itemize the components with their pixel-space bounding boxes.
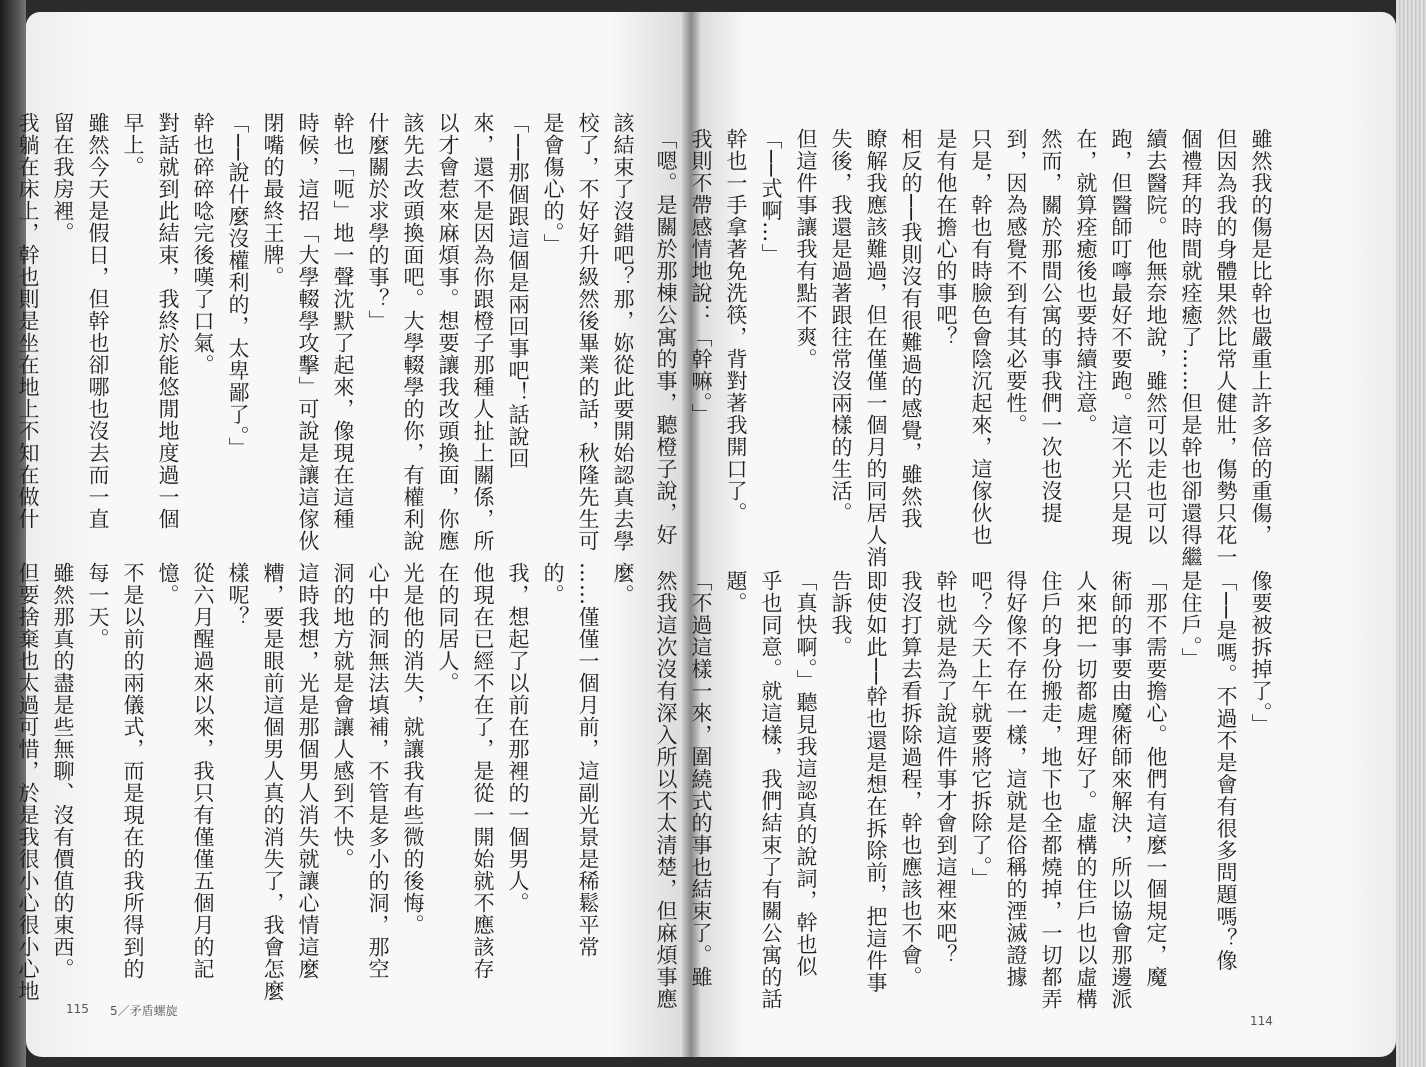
text-column: 吧？今天上午就要將它拆除了。」 xyxy=(969,570,993,890)
text-column: 只是，幹也有時臉色會陰沉起來，這傢伙也 xyxy=(969,128,993,546)
text-column: 幹也就是為了說這件事才會到這裡來吧？ xyxy=(934,570,958,966)
text-column: 校了，不好好升級然後畢業的話，秋隆先生可 xyxy=(576,112,600,552)
text-column: 但要捨棄也太過可惜，於是我很小心很小心地 xyxy=(16,562,40,1002)
text-column: 來，還不是因為你跟橙子那種人扯上關係，所 xyxy=(471,112,495,552)
text-column: 閉嘴的最終王牌。 xyxy=(261,112,285,288)
text-column: 續去醫院。他無奈地說，雖然可以走也可以 xyxy=(1144,128,1168,546)
text-column: 然我這次沒有深入所以不太清楚，但麻煩事應 xyxy=(654,570,678,1010)
text-column: 「──說什麼沒權利的，太卑鄙了。」 xyxy=(226,112,250,459)
text-column: 「真快啊。」聽見我這認真的說詞，幹也似 xyxy=(794,570,818,978)
text-column: 告訴我。 xyxy=(829,570,853,658)
text-column: 然而，關於那間公寓的事我們一次也沒提 xyxy=(1039,128,1063,524)
text-column: 即使如此──幹也還是想在拆除前，把這件事 xyxy=(864,570,888,994)
text-column: 是有他在擔心的事吧？ xyxy=(934,128,958,348)
text-column: 住戶的身份搬走，地下也全都燒掉，一切都弄 xyxy=(1039,570,1063,1010)
text-column: 什麼關於求學的事？」 xyxy=(366,112,390,332)
left-page-upper-text xyxy=(16,112,640,552)
text-column: 乎也同意。就這樣，我們結束了有關公寓的話 xyxy=(759,570,783,1010)
text-column: 光是他的消失，就讓我有些微的後悔。 xyxy=(401,562,425,936)
text-column: 雖然那真的盡是些無聊、沒有價值的東西。 xyxy=(51,562,75,980)
text-column: 我，想起了以前在那裡的一個男人。 xyxy=(506,562,530,914)
text-column: 個禮拜的時間就痊癒了……但是幹也卻還得繼 xyxy=(1179,128,1203,568)
text-column: 瞭解我應該難過，但在僅僅一個月的同居人消 xyxy=(864,128,888,568)
text-column: 幹也碎碎唸完後嘆了口氣。 xyxy=(191,112,215,376)
text-column: 幹也「呃」地一聲沈默了起來，像現在這種 xyxy=(331,112,355,530)
text-column: 到，因為感覺不到有其必要性。 xyxy=(1004,128,1028,436)
text-column: ……僅僅一個月前，這副光景是稀鬆平常 xyxy=(576,562,600,958)
text-column: 他現在已經不在了，是從一開始就不應該存 xyxy=(471,562,495,980)
text-column: 糟，要是眼前這個男人真的消失了，我會怎麼 xyxy=(261,562,285,1002)
text-column: 「嗯。是關於那棟公寓的事，聽橙子說，好 xyxy=(654,128,678,546)
text-column: 我沒打算去看拆除過程，幹也應該也不會。 xyxy=(899,570,923,988)
text-column: 麼。 xyxy=(611,562,635,606)
text-column: 「那不需要擔心。他們有這麼一個規定，魔 xyxy=(1144,570,1168,988)
text-column: 失後，我還是過著跟往常沒兩樣的生活。 xyxy=(829,128,853,524)
text-column: 不是以前的兩儀式，而是現在的我所得到的 xyxy=(121,562,145,980)
text-column: 題。 xyxy=(724,570,748,614)
text-column: 雖然我的傷是比幹也嚴重上許多倍的重傷， xyxy=(1249,128,1273,546)
book-right-edge xyxy=(1396,0,1426,1067)
text-column: 我則不帶感情地說：「幹嘛。」 xyxy=(689,128,713,426)
text-column: 這時我想，光是那個男人消失就讓心情這麼 xyxy=(296,562,320,980)
text-column: 人來把一切都處理好了。虛構的住戶也以虛構 xyxy=(1074,570,1098,1010)
text-column: 跑，但醫師叮嚀最好不要跑。這不光只是現 xyxy=(1109,128,1133,546)
text-column: 在，就算痊癒後也要持續注意。 xyxy=(1074,128,1098,436)
text-column: 我躺在床上，幹也則是坐在地上不知在做什 xyxy=(16,112,40,530)
text-column: 對話就到此結束，我終於能悠閒地度過一個 xyxy=(156,112,180,530)
text-column: 雖然今天是假日，但幹也卻哪也沒去而一直 xyxy=(86,112,110,530)
left-page-number: 115 xyxy=(66,1002,89,1016)
text-column: 留在我房裡。 xyxy=(51,112,75,244)
text-column: 像要被拆掉了。」 xyxy=(1249,570,1273,736)
text-column: 「不過這樣一來，圍繞式的事也結束了。雖 xyxy=(689,570,713,988)
text-column: 但因為我的身體果然比常人健壯，傷勢只花一 xyxy=(1214,128,1238,568)
text-column: 幹也一手拿著免洗筷，背對著我開口了。 xyxy=(724,128,748,524)
text-column: 該先去改頭換面吧。大學輟學的你，有權利說 xyxy=(401,112,425,552)
text-column: 「──是嗎。不過不是會有很多問題嗎？像 xyxy=(1214,570,1238,972)
text-column: 得好像不存在一樣，這就是俗稱的湮滅證據 xyxy=(1004,570,1028,988)
text-column: 在的同居人。 xyxy=(436,562,460,694)
text-column: 樣呢？ xyxy=(226,562,250,628)
right-page-upper-text xyxy=(654,128,1278,568)
text-column: 但這件事讓我有點不爽。 xyxy=(794,128,818,370)
text-column: 的。 xyxy=(541,562,565,606)
text-column: 每一天。 xyxy=(86,562,110,650)
text-column: 早上。 xyxy=(121,112,145,178)
text-column: 從六月醒過來以來，我只有僅僅五個月的記 xyxy=(191,562,215,980)
right-page-number: 114 xyxy=(1250,1014,1273,1028)
text-column: 時候，這招「大學輟學攻擊」可說是讓這傢伙 xyxy=(296,112,320,552)
right-page-lower-text xyxy=(654,570,1278,1010)
text-column: 該結束了沒錯吧？那，妳從此要開始認真去學 xyxy=(611,112,635,552)
text-column: 「──式啊…」 xyxy=(759,128,783,266)
text-column: 以才會惹來麻煩事。想要讓我改頭換面，你應 xyxy=(436,112,460,552)
left-page-lower-text xyxy=(16,562,640,1002)
text-column: 相反的──我則沒有很難過的感覺，雖然我 xyxy=(899,128,923,530)
text-column: 是住戶。」 xyxy=(1179,570,1203,670)
text-column: 洞的地方就是會讓人感到不快。 xyxy=(331,562,355,870)
text-column: 是會傷心的。」 xyxy=(541,112,565,256)
text-column: 術師的事要由魔術師來解決，所以協會那邊派 xyxy=(1109,570,1133,1010)
text-column: 憶。 xyxy=(156,562,180,606)
text-column: 「──那個跟這個是兩回事吧！話說回 xyxy=(506,112,530,470)
running-title: 5／矛盾螺旋 xyxy=(110,1004,178,1018)
text-column: 心中的洞無法填補，不管是多小的洞，那空 xyxy=(366,562,390,980)
